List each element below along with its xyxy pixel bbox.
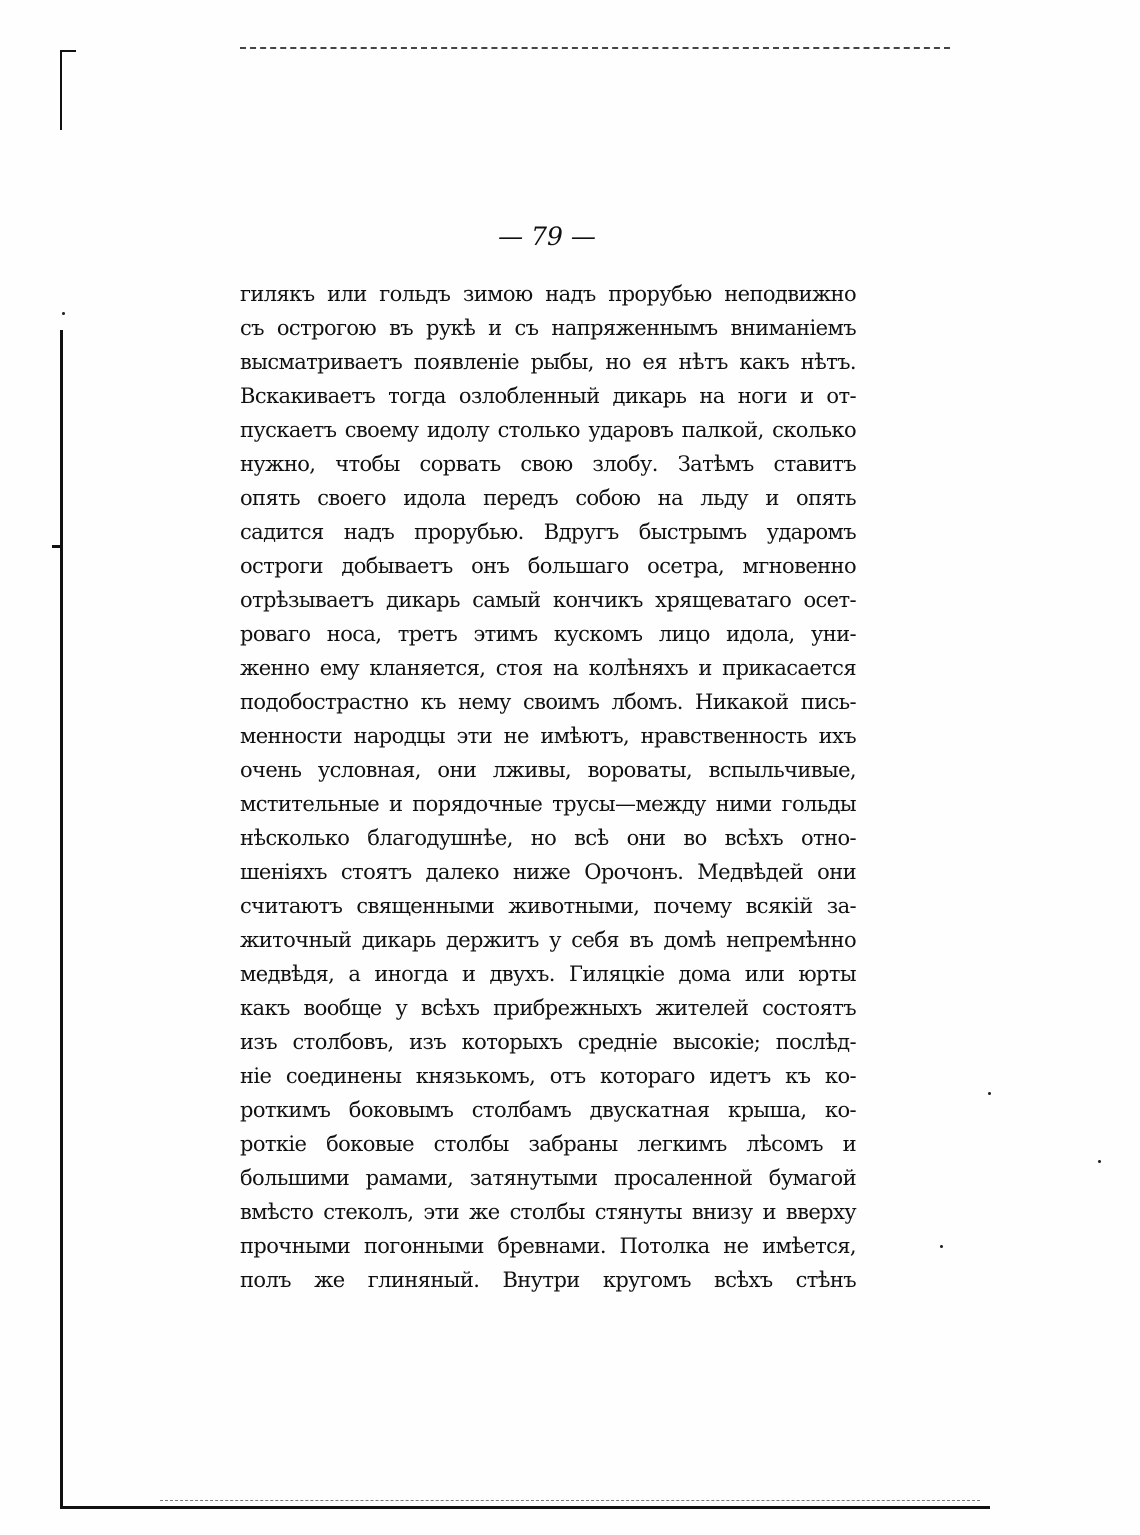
top-frame-rule	[240, 47, 950, 49]
text-line: медвѣдя, а иногда и двухъ. Гиляцкіе дома или юрты	[240, 962, 856, 986]
text-line: гилякъ или гольдъ зимою надъ прорубью неподвижно	[240, 282, 856, 306]
scan-speck	[62, 312, 65, 315]
left-frame-rule	[60, 330, 63, 1506]
scan-speck	[1098, 1160, 1101, 1163]
text-line: нѣсколько благодушнѣе, но всѣ они во всѣхъ отно-	[240, 826, 856, 850]
text-line: изъ столбовъ, изъ которыхъ средніе высокіе; послѣд-	[240, 1030, 856, 1054]
text-line: садится надъ прорубью. Вдругъ быстрымъ ударомъ	[240, 520, 856, 544]
text-line: мстительные и порядочные трусы—между ними гольды	[240, 792, 856, 816]
text-line: высматриваетъ появленіе рыбы, но ея нѣтъ какъ нѣтъ.	[240, 350, 856, 374]
text-line: очень условная, они лживы, вороваты, вспыльчивые,	[240, 758, 856, 782]
text-line: подобострастно къ нему своимъ лбомъ. Никакой пись-	[240, 690, 856, 714]
text-line: нужно, чтобы сорвать свою злобу. Затѣмъ ставитъ	[240, 452, 856, 476]
text-line: шеніяхъ стоятъ далеко ниже Орочонъ. Медвѣдей они	[240, 860, 856, 884]
text-line: женно ему кланяется, стоя на колѣняхъ и прикасается	[240, 656, 856, 680]
corner-mark	[60, 50, 76, 52]
text-line: остроги добываетъ онъ большаго осетра, мгновенно	[240, 554, 856, 578]
text-line: большими рамами, затянутыми просаленной бумагой	[240, 1166, 856, 1190]
text-line: ніе соединены князькомъ, отъ котораго идетъ къ ко-	[240, 1064, 856, 1088]
text-line: съ острогою въ рукѣ и съ напряженнымъ вниманіемъ	[240, 316, 856, 340]
page-number: — 79 —	[498, 222, 596, 251]
text-line: опять своего идола передъ собою на льду и опять	[240, 486, 856, 510]
scan-speck	[940, 1245, 943, 1248]
text-line: роваго носа, третъ этимъ кускомъ лицо идола, уни-	[240, 622, 856, 646]
text-line: отрѣзываетъ дикарь самый кончикъ хрящеватаго осет-	[240, 588, 856, 612]
left-frame-tick	[52, 545, 62, 548]
scan-speck	[988, 1092, 991, 1095]
text-line: пускаетъ своему идолу столько ударовъ палкой, сколько	[240, 418, 856, 442]
left-frame-rule-top	[60, 50, 62, 130]
text-line: житочный дикарь держитъ у себя въ домѣ непремѣнно	[240, 928, 856, 952]
text-line: роткіе боковые столбы забраны легкимъ лѣсомъ и	[240, 1132, 856, 1156]
text-line: какъ вообще у всѣхъ прибрежныхъ жителей состоятъ	[240, 996, 856, 1020]
text-line: считаютъ священными животными, почему всякій за-	[240, 894, 856, 918]
text-line: полъ же глиняный. Внутри кругомъ всѣхъ стѣнъ	[240, 1268, 856, 1292]
text-line: прочными погонными бревнами. Потолка не имѣется,	[240, 1234, 856, 1258]
bottom-frame-rule	[60, 1506, 990, 1509]
text-line: вмѣсто стеколъ, эти же столбы стянуты внизу и вверху	[240, 1200, 856, 1224]
text-line: Вскакиваетъ тогда озлобленный дикарь на ноги и от-	[240, 384, 856, 408]
body-text	[240, 277, 856, 1297]
bottom-frame-dash	[160, 1500, 980, 1501]
text-line: менности народцы эти не имѣютъ, нравственность ихъ	[240, 724, 856, 748]
text-line: роткимъ боковымъ столбамъ двускатная крыша, ко-	[240, 1098, 856, 1122]
